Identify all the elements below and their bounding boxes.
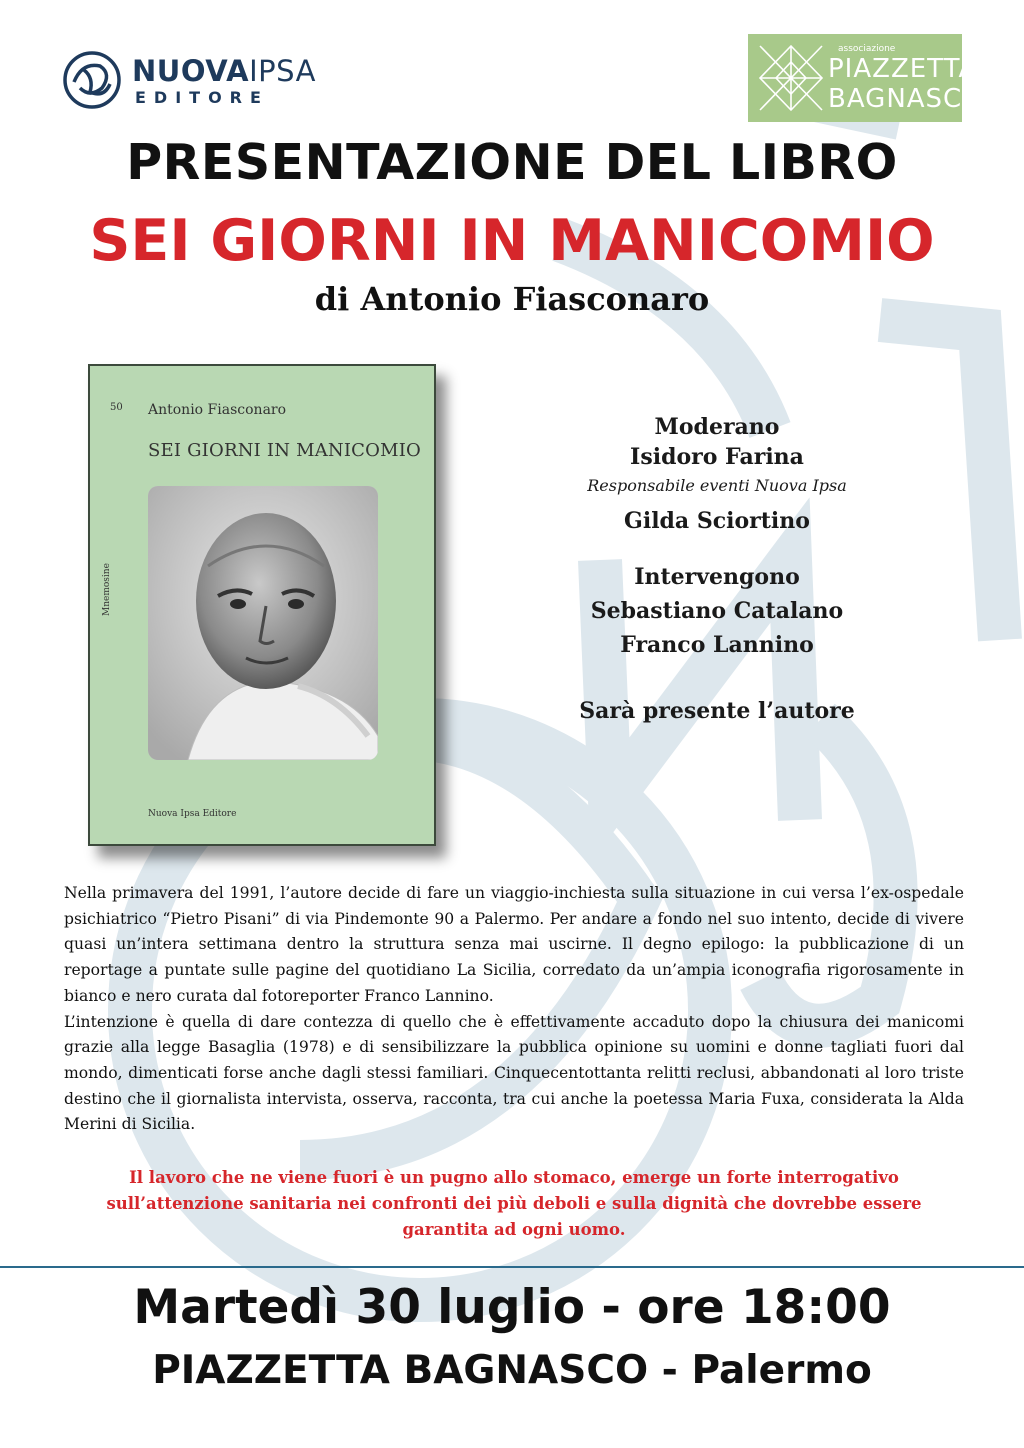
highlight-quote: Il lavoro che ne viene fuori è un pugno allo stomaco, emerge un forte interrogativo sull’attenzione sanitaria nei confronti dei più deboli e sulla dignità che dovrebbe essere garantita ad ogni uomo.	[106, 1168, 922, 1239]
publisher-brand: NUOVAIPSA	[132, 54, 316, 88]
author-note: Sarà presente l’autore	[579, 698, 855, 724]
speakers-label: Intervengono	[634, 564, 800, 590]
event-date: Martedì 30 luglio - ore 18:00	[133, 1280, 891, 1335]
star-pattern-icon	[756, 42, 826, 114]
association-label: associazione	[838, 44, 896, 54]
knot-icon	[60, 48, 124, 112]
association-name-line1: PIAZZETTA	[828, 54, 978, 84]
cover-title: SEI GIORNI IN MANICOMIO	[148, 440, 421, 461]
speaker-1: Sebastiano Catalano	[590, 598, 844, 624]
description-paragraph-1: Nella primavera del 1991, l’autore decide di fare un viaggio-inchiesta sulla situazione in cui versa l’ex-ospedale psichiatrico “Pietro Pisani” di via Pindemonte 90 a Palermo. Per andare a fondo nel suo intento, decide di vivere quasi un’intera settimana dentro la struttura senza mai uscirne. Il degno epilogo: la pubblicazione di un reportage a puntate sulle pagine del quotidiano La Sicilia, corredato da un’ampia iconografia rigorosamente in bianco e nero curata dal fotoreporter Franco Lannino.	[64, 884, 964, 1005]
portrait-photo-icon	[148, 486, 378, 760]
cover-publisher: Nuova Ipsa Editore	[148, 809, 237, 819]
book-cover	[88, 364, 436, 846]
page-heading: PRESENTAZIONE DEL LIBRO	[126, 134, 898, 191]
moderator-1: Isidoro Farina	[630, 444, 804, 470]
program-panel	[560, 412, 874, 726]
book-byline: di Antonio Fiasconaro	[314, 280, 710, 318]
association-logo	[748, 34, 984, 122]
publisher-logo	[60, 48, 340, 112]
moderator-2: Gilda Sciortino	[624, 508, 810, 534]
cover-series-number: 50	[110, 402, 123, 413]
association-name-line2: BAGNASCO	[828, 84, 984, 114]
speaker-2: Franco Lannino	[620, 632, 814, 658]
book-description	[64, 881, 964, 1138]
book-title: SEI GIORNI IN MANICOMIO	[89, 208, 935, 274]
description-paragraph-2: L’intenzione è quella di dare contezza di quello che è effettivamente accaduto dopo la chiusura dei manicomi grazie alla legge Basaglia (1978) e di sensibilizzare la pubblica opinione su uomini e donne tagliati fuori dal mondo, dimenticati forse anche dagli stessi familiari. Cinquecentottanta relitti reclusi, abbandonati al loro triste destino che il giornalista intervista, osserva, racconta, tra cui anche la poetessa Maria Fuxa, considerata la Alda Merini di Sicilia.	[64, 1012, 964, 1134]
moderator-1-role: Responsabile eventi Nuova Ipsa	[587, 476, 847, 495]
cover-series-name: Mnemosine	[102, 563, 112, 616]
cover-author: Antonio Fiasconaro	[148, 402, 287, 418]
event-place: PIAZZETTA BAGNASCO - Palermo	[152, 1348, 872, 1393]
cover-photo	[148, 486, 378, 760]
publisher-sub: EDITORE	[135, 88, 269, 107]
moderators-label: Moderano	[654, 414, 780, 440]
divider	[0, 1266, 1024, 1268]
